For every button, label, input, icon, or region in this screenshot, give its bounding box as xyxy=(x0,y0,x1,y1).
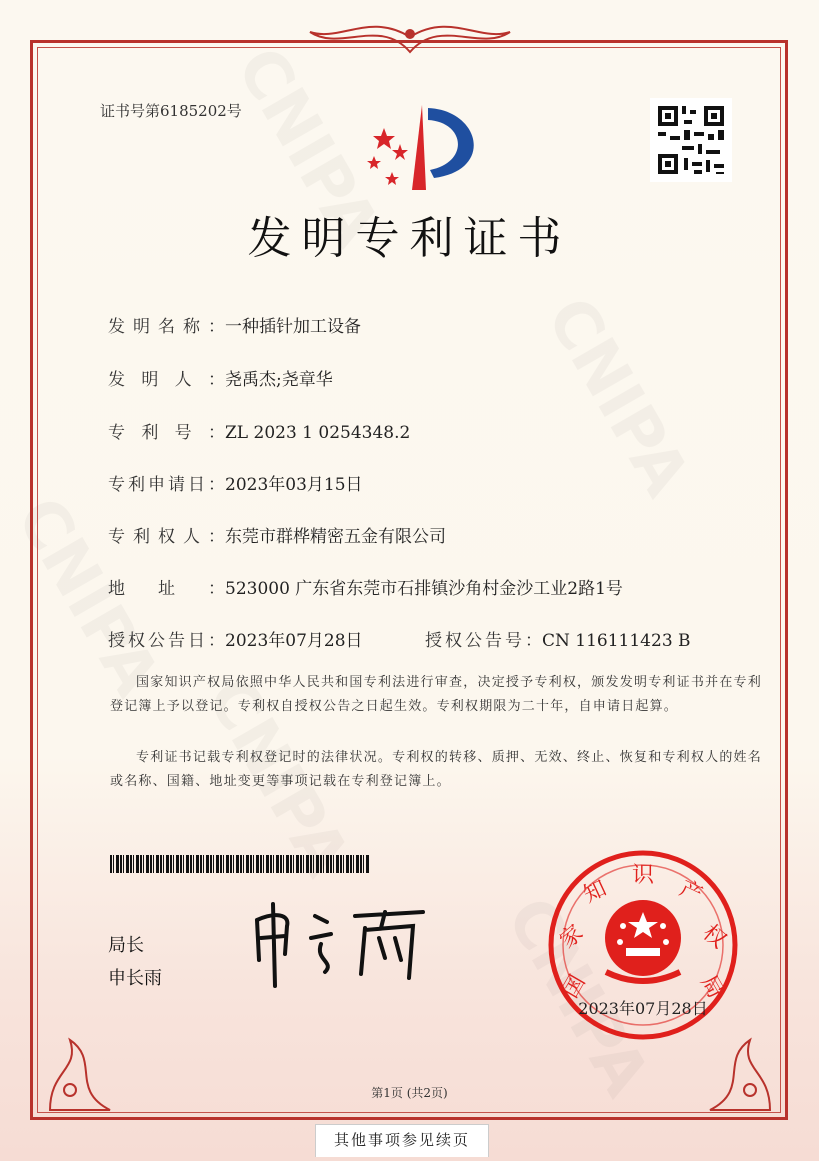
field-label: 授权公告号： xyxy=(425,631,542,651)
grant-statement: 国家知识产权局依照中华人民共和国专利法进行审查，决定授予专利权，颁发发明专利证书并在专利登记簿上予以登记。专利权自授权公告之日起生效。专利权期限为二十年，自申请日起算。 xyxy=(110,675,762,714)
field-label: 发明名称： xyxy=(108,317,225,337)
field-label: 专利申请日： xyxy=(108,475,225,495)
field-label: 授权公告日： xyxy=(108,631,225,651)
certificate-number: 证书号第6185202号 xyxy=(100,102,242,120)
director-title: 局长 xyxy=(108,935,144,956)
svg-text:权: 权 xyxy=(697,920,731,954)
continuation-tab: 其他事项参见续页 xyxy=(315,1124,489,1157)
qr-code xyxy=(650,98,732,182)
svg-text:家: 家 xyxy=(555,920,589,954)
page-number: 第1页 (共2页) xyxy=(371,1086,448,1100)
legal-status-statement: 专利证书记载专利权登记时的法律状况。专利权的转移、质押、无效、终止、恢复和专利权人的姓名或名称、国籍、地址变更等事项记载在专利登记簿上。 xyxy=(110,750,762,789)
top-ornament xyxy=(300,12,520,62)
field-address xyxy=(108,574,623,599)
certificate-title: 发明专利证书 xyxy=(247,213,572,264)
field-value: ZL 2023 1 0254348.2 xyxy=(225,423,411,443)
barcode xyxy=(110,855,370,873)
cnipa-logo xyxy=(360,100,490,195)
director-name: 申长雨 xyxy=(108,968,162,989)
field-value: 东莞市群桦精密五金有限公司 xyxy=(225,527,446,547)
field-label: 专利号： xyxy=(108,423,225,443)
bottom-left-ornament xyxy=(40,1010,120,1120)
field-patentee xyxy=(108,522,446,547)
field-label: 发明人： xyxy=(108,370,225,390)
field-value: 2023年03月15日 xyxy=(225,475,363,495)
field-application-date xyxy=(108,470,363,495)
field-inventor xyxy=(108,365,333,390)
field-patent-number xyxy=(108,418,410,443)
field-grant-date xyxy=(108,626,363,651)
field-value: 一种插针加工设备 xyxy=(225,317,361,337)
svg-text:局: 局 xyxy=(695,970,728,1003)
field-grant-pub-number xyxy=(425,626,691,651)
field-value: CN 116111423 B xyxy=(542,631,691,651)
field-invention-name xyxy=(108,312,361,337)
field-value: 尧禹杰;尧章华 xyxy=(225,370,333,390)
seal-date: 2023年07月28日 xyxy=(578,999,708,1018)
field-label: 地址： xyxy=(108,579,225,599)
field-value: 523000 广东省东莞市石排镇沙角村金沙工业2路1号 xyxy=(225,579,623,599)
official-seal xyxy=(548,850,738,1040)
svg-text:国: 国 xyxy=(558,970,591,1003)
field-label: 专利权人： xyxy=(108,527,225,547)
svg-text:识: 识 xyxy=(631,863,655,888)
svg-text:产: 产 xyxy=(675,876,707,909)
svg-text:知: 知 xyxy=(579,876,611,909)
field-value: 2023年07月28日 xyxy=(225,631,363,651)
director-signature xyxy=(245,898,435,988)
